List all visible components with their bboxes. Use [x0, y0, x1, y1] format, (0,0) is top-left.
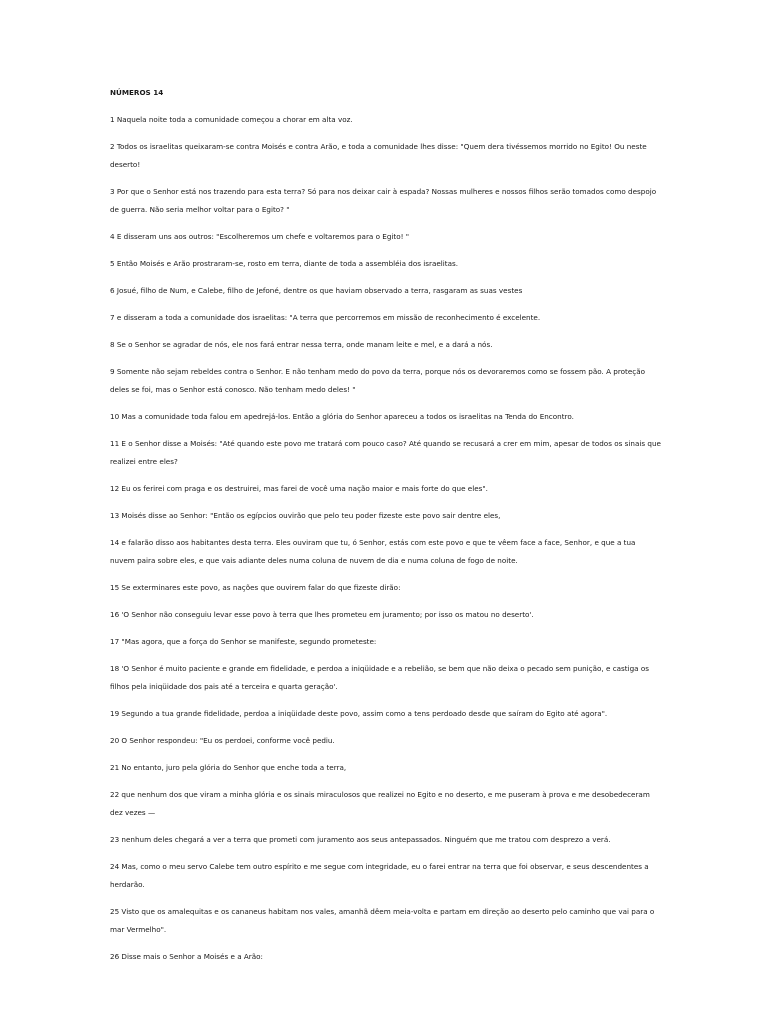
verse-paragraph: 12 Eu os ferirei com praga e os destruirei, mas farei de você uma nação maior e mais forte do que eles".: [110, 484, 488, 493]
verse-paragraph: 11 E o Senhor disse a Moisés: "Até quando este povo me tratará com pouco caso? Até quando se recusará a crer em mim, apesar de todos os sinais que realizei entre eles?: [110, 439, 661, 466]
verse-list: [110, 111, 662, 966]
verse-paragraph: 8 Se o Senhor se agradar de nós, ele nos fará entrar nessa terra, onde manam leite e mel, e a dará a nós.: [110, 340, 493, 349]
verse-paragraph: 14 e falarão disso aos habitantes desta terra. Eles ouviram que tu, ó Senhor, estás com este povo e que te vêem face a face, Senhor, e que a tua nuvem paira sobre eles, e que vais adiante deles numa coluna de nuvem de dia e numa coluna de fogo de noite.: [110, 538, 636, 565]
verse-paragraph: 25 Visto que os amalequitas e os cananeus habitam nos vales, amanhã dêem meia-volta e partam em direção ao deserto pelo caminho que vai para o mar Vermelho".: [110, 907, 655, 934]
verse-paragraph: 26 Disse mais o Senhor a Moisés e a Arão:: [110, 952, 263, 961]
verse-paragraph: 23 nenhum deles chegará a ver a terra que prometi com juramento aos seus antepassados. Ninguém que me tratou com desprezo a verá.: [110, 835, 611, 844]
verse-paragraph: 17 "Mas agora, que a força do Senhor se manifeste, segundo prometeste:: [110, 637, 377, 646]
verse-paragraph: 6 Josué, filho de Num, e Calebe, filho de Jefoné, dentre os que haviam observado a terra, rasgaram as suas vestes: [110, 286, 523, 295]
verse-paragraph: 10 Mas a comunidade toda falou em apedrejá-los. Então a glória do Senhor apareceu a todos os israelitas na Tenda do Encontro.: [110, 412, 574, 421]
verse-paragraph: 13 Moisés disse ao Senhor: "Então os egípcios ouvirão que pelo teu poder fizeste este povo sair dentre eles,: [110, 511, 501, 520]
verse-paragraph: 24 Mas, como o meu servo Calebe tem outro espírito e me segue com integridade, eu o farei entrar na terra que foi observar, e seus descendentes a herdarão.: [110, 862, 649, 889]
verse-paragraph: 9 Somente não sejam rebeldes contra o Senhor. E não tenham medo do povo da terra, porque nós os devoraremos como se fossem pão. A proteção deles se foi, mas o Senhor está conosco. Não tenham medo deles! ": [110, 367, 646, 394]
document-page: [110, 84, 662, 975]
verse-paragraph: 20 O Senhor respondeu: "Eu os perdoei, conforme você pediu.: [110, 736, 335, 745]
verse-paragraph: 3 Por que o Senhor está nos trazendo para esta terra? Só para nos deixar cair à espada? Nossas mulheres e nossos filhos serão tomados como despojo de guerra. Não seria melhor voltar para o Egito? ": [110, 187, 657, 214]
verse-paragraph: 21 No entanto, juro pela glória do Senhor que enche toda a terra,: [110, 763, 347, 772]
verse-paragraph: 16 'O Senhor não conseguiu levar esse povo à terra que lhes prometeu em juramento; por isso os matou no deserto'.: [110, 610, 534, 619]
verse-paragraph: 5 Então Moisés e Arão prostraram-se, rosto em terra, diante de toda a assembléia dos israelitas.: [110, 259, 459, 268]
chapter-title: NÚMEROS 14: [110, 88, 164, 97]
verse-paragraph: 15 Se exterminares este povo, as nações que ouvirem falar do que fizeste dirão:: [110, 583, 401, 592]
verse-paragraph: 1 Naquela noite toda a comunidade começou a chorar em alta voz.: [110, 115, 353, 124]
verse-paragraph: 7 e disseram a toda a comunidade dos israelitas: "A terra que percorremos em missão de reconhecimento é excelente.: [110, 313, 541, 322]
verse-paragraph: 2 Todos os israelitas queixaram-se contra Moisés e contra Arão, e toda a comunidade lhes disse: "Quem dera tivéssemos morrido no Egito! Ou neste deserto!: [110, 142, 647, 169]
verse-paragraph: 18 'O Senhor é muito paciente e grande em fidelidade, e perdoa a iniqüidade e a rebelião, se bem que não deixa o pecado sem punição, e castiga os filhos pela iniqüidade dos pais até a terceira e quarta geração'.: [110, 664, 650, 691]
verse-paragraph: 4 E disseram uns aos outros: "Escolheremos um chefe e voltaremos para o Egito! ": [110, 232, 410, 241]
verse-paragraph: 22 que nenhum dos que viram a minha glória e os sinais miraculosos que realizei no Egito e no deserto, e me puseram à prova e me desobedeceram dez vezes —: [110, 790, 650, 817]
verse-paragraph: 19 Segundo a tua grande fidelidade, perdoa a iniqüidade deste povo, assim como a tens perdoado desde que saíram do Egito até agora".: [110, 709, 608, 718]
